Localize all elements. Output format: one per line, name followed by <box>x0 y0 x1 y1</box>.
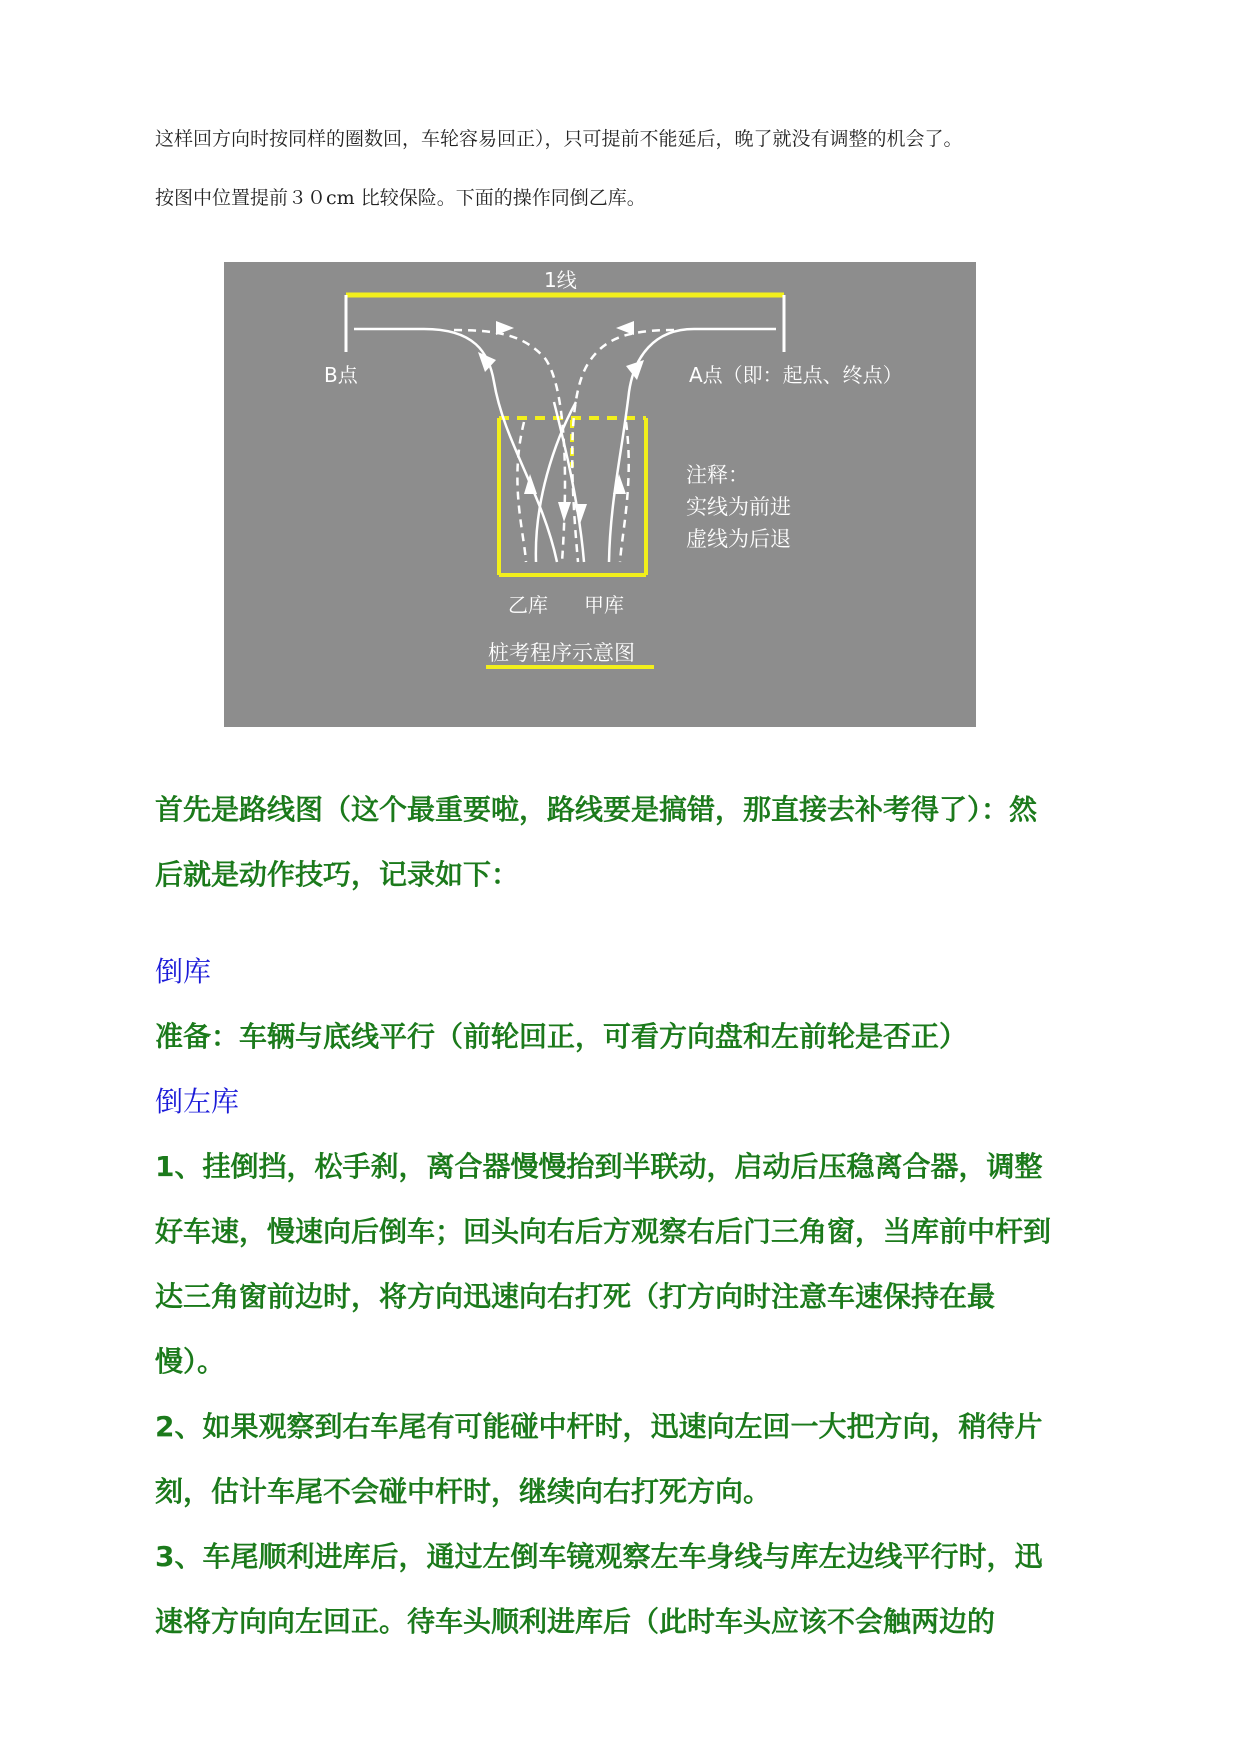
line-1-label: 1线 <box>544 268 577 292</box>
intro-line-2: 按图中位置提前３０cm 比较保险。下面的操作同倒乙库。 <box>155 187 646 209</box>
paragraph-1-line-1: 首先是路线图（这个最重要啦，路线要是搞错，那直接去补考得了）：然 <box>155 793 1038 826</box>
garage-b-label: 乙库 <box>508 593 548 617</box>
step-2-line-2: 刻，估计车尾不会碰中杆时，继续向右打死方向。 <box>155 1475 772 1508</box>
heading-left-garage: 倒左库 <box>155 1085 240 1118</box>
b-point-label: B点 <box>324 363 358 387</box>
note-title: 注释： <box>686 463 749 487</box>
paragraph-1-line-2: 后就是动作技巧，记录如下： <box>155 858 520 891</box>
step-3-line-1: 3、车尾顺利进库后，通过左倒车镜观察左车身线与库左边线平行时，迅 <box>155 1540 1043 1573</box>
step-1-line-2: 好车速，慢速向后倒车；回头向右后方观察右后门三角窗，当库前中杆到 <box>155 1215 1052 1248</box>
note-solid: 实线为前进 <box>686 495 791 519</box>
step-2-line-1: 2、如果观察到右车尾有可能碰中杆时，迅速向左回一大把方向，稍待片 <box>155 1410 1043 1443</box>
a-point-label: A点（即：起点、终点） <box>689 363 903 387</box>
garage-a-label: 甲库 <box>584 593 624 617</box>
diagram-caption: 桩考程序示意图 <box>488 641 635 665</box>
step-1-line-3: 达三角窗前边时，将方向迅速向右打死（打方向时注意车速保持在最 <box>155 1280 996 1313</box>
heading-daoku: 倒库 <box>155 955 212 988</box>
intro-line-1: 这样回方向时按同样的圈数回，车轮容易回正），只可提前不能延后，晚了就没有调整的机会了。 <box>155 128 963 150</box>
note-dashed: 虚线为后退 <box>686 527 791 551</box>
pile-test-route-diagram <box>224 262 976 727</box>
step-3-line-2: 速将方向向左回正。待车头顺利进库后（此时车头应该不会触两边的 <box>155 1605 996 1638</box>
step-1-line-1: 1、挂倒挡，松手刹，离合器慢慢抬到半联动，启动后压稳离合器，调整 <box>155 1150 1043 1183</box>
step-1-line-4: 慢）。 <box>155 1345 226 1378</box>
prep-line: 准备：车辆与底线平行（前轮回正，可看方向盘和左前轮是否正） <box>155 1020 968 1053</box>
